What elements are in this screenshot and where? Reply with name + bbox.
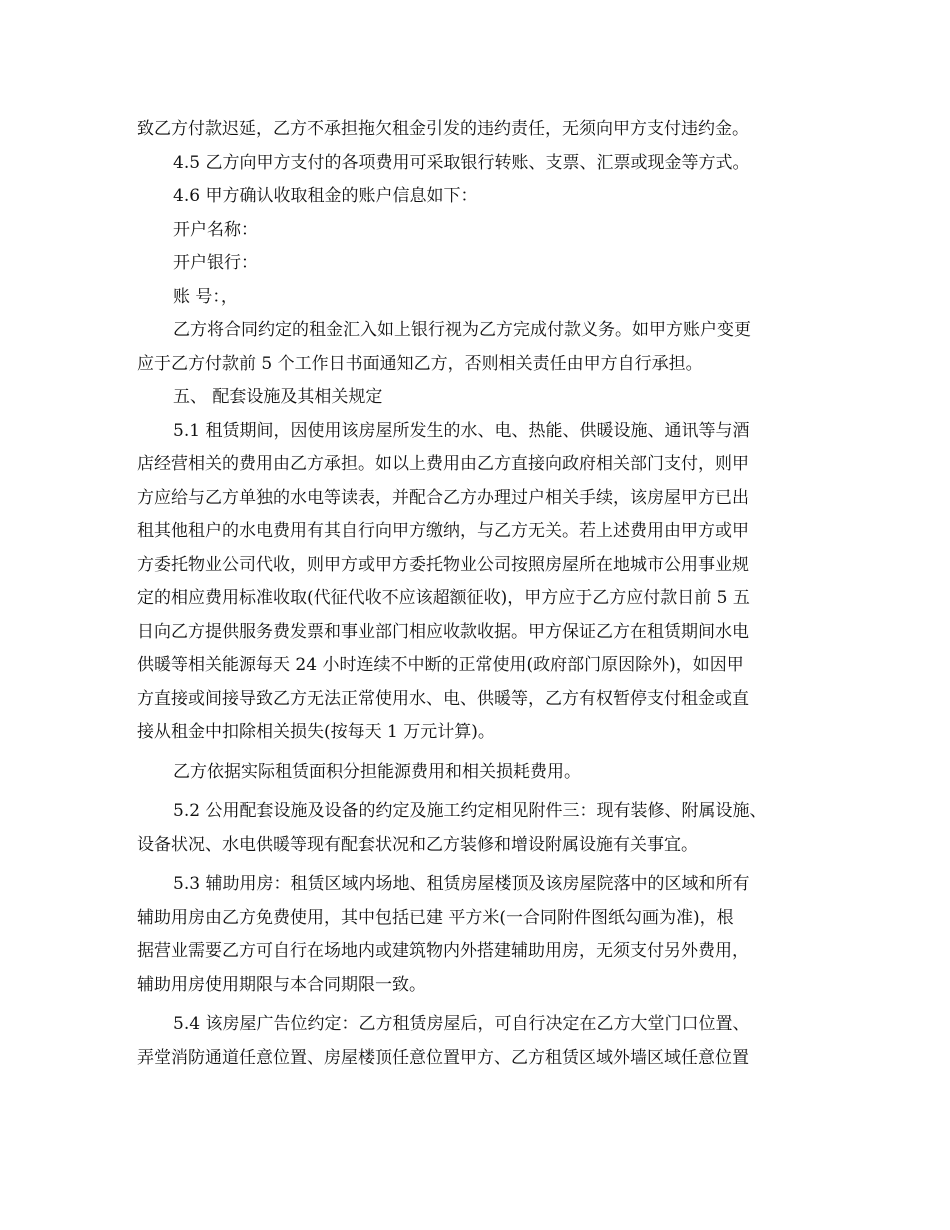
text-line: 方委托物业公司代收，则甲方或甲方委托物业公司按照房屋所在地城市公用事业规 — [137, 554, 749, 575]
text-line: 开户银行： — [173, 253, 258, 273]
text-line: 5.3 辅助用房：租赁区域内场地、租赁房屋楼顶及该房屋院落中的区域和所有 — [173, 874, 750, 894]
text-line: 辅助用房使用期限与本合同期限一致。 — [137, 974, 426, 995]
text-line: 4.6 甲方确认收取租金的账户信息如下： — [173, 186, 478, 206]
text-line: 五、 配套设施及其相关规定 — [173, 387, 383, 407]
text-line: 租其他租户的水电费用有其自行向甲方缴纳，与乙方无关。若上述费用由甲方或甲 — [137, 521, 749, 541]
text-line: 日向乙方提供服务费发票和事业部门相应收款收据。甲方保证乙方在租赁期间水电 — [137, 621, 749, 642]
text-line: 店经营相关的费用由乙方承担。如以上费用由乙方直接向政府相关部门支付，则甲 — [137, 454, 749, 474]
text-line: 开户名称： — [173, 219, 258, 240]
text-line: 致乙方付款迟延，乙方不承担拖欠租金引发的违约责任，无须向甲方支付违约金。 — [137, 119, 749, 139]
text-line: 5.4 该房屋广告位约定：乙方租赁房屋后，可自行决定在乙方大堂门口位置、 — [173, 1014, 750, 1034]
text-line: 乙方将合同约定的租金汇入如上银行视为乙方完成付款义务。如甲方账户变更 — [173, 320, 751, 340]
text-line: 定的相应费用标准收取(代征代收不应该超额征收)，甲方应于乙方应付款日前 5 五 — [137, 588, 750, 608]
text-line: 应于乙方付款前 5 个工作日书面通知乙方，否则相关责任由甲方自行承担。 — [137, 353, 703, 374]
text-line: 方直接或间接导致乙方无法正常使用水、电、供暖等，乙方有权暂停支付租金或直 — [137, 688, 749, 709]
text-line: 接从租金中扣除相关损失(按每天 1 万元计算)。 — [137, 722, 495, 742]
text-line: 5.2 公用配套设施及设备的约定及施工约定相见附件三：现有装修、附属设施、 — [173, 801, 767, 821]
document-body — [137, 113, 817, 1075]
text-line: 设备状况、水电供暖等现有配套状况和乙方装修和增设附属设施有关事宜。 — [137, 834, 698, 855]
text-line: 乙方依据实际租赁面积分担能源费用和相关损耗费用。 — [173, 761, 581, 782]
text-line: 弄堂消防通道任意位置、房屋楼顶任意位置甲方、乙方租赁区域外墙区域任意位置 — [137, 1047, 749, 1068]
text-line: 据营业需要乙方可自行在场地内或建筑物内外搭建辅助用房，无须支付另外费用， — [137, 941, 749, 961]
text-line: 5.1 租赁期间，因使用该房屋所发生的水、电、热能、供暖设施、通讯等与酒 — [173, 420, 750, 441]
text-line: 4.5 乙方向甲方支付的各项费用可采取银行转账、支票、汇票或现金等方式。 — [173, 152, 750, 173]
text-line: 方应给与乙方单独的水电等读表，并配合乙方办理过户相关手续，该房屋甲方已出 — [137, 487, 749, 508]
text-line: 供暖等相关能源每天 24 小时连续不中断的正常使用(政府部门原因除外)，如因甲 — [137, 655, 744, 675]
text-line: 账 号：， — [173, 286, 238, 307]
text-line: 辅助用房由乙方免费使用，其中包括已建 平方米(一合同附件图纸勾画为准)，根 — [137, 907, 734, 928]
